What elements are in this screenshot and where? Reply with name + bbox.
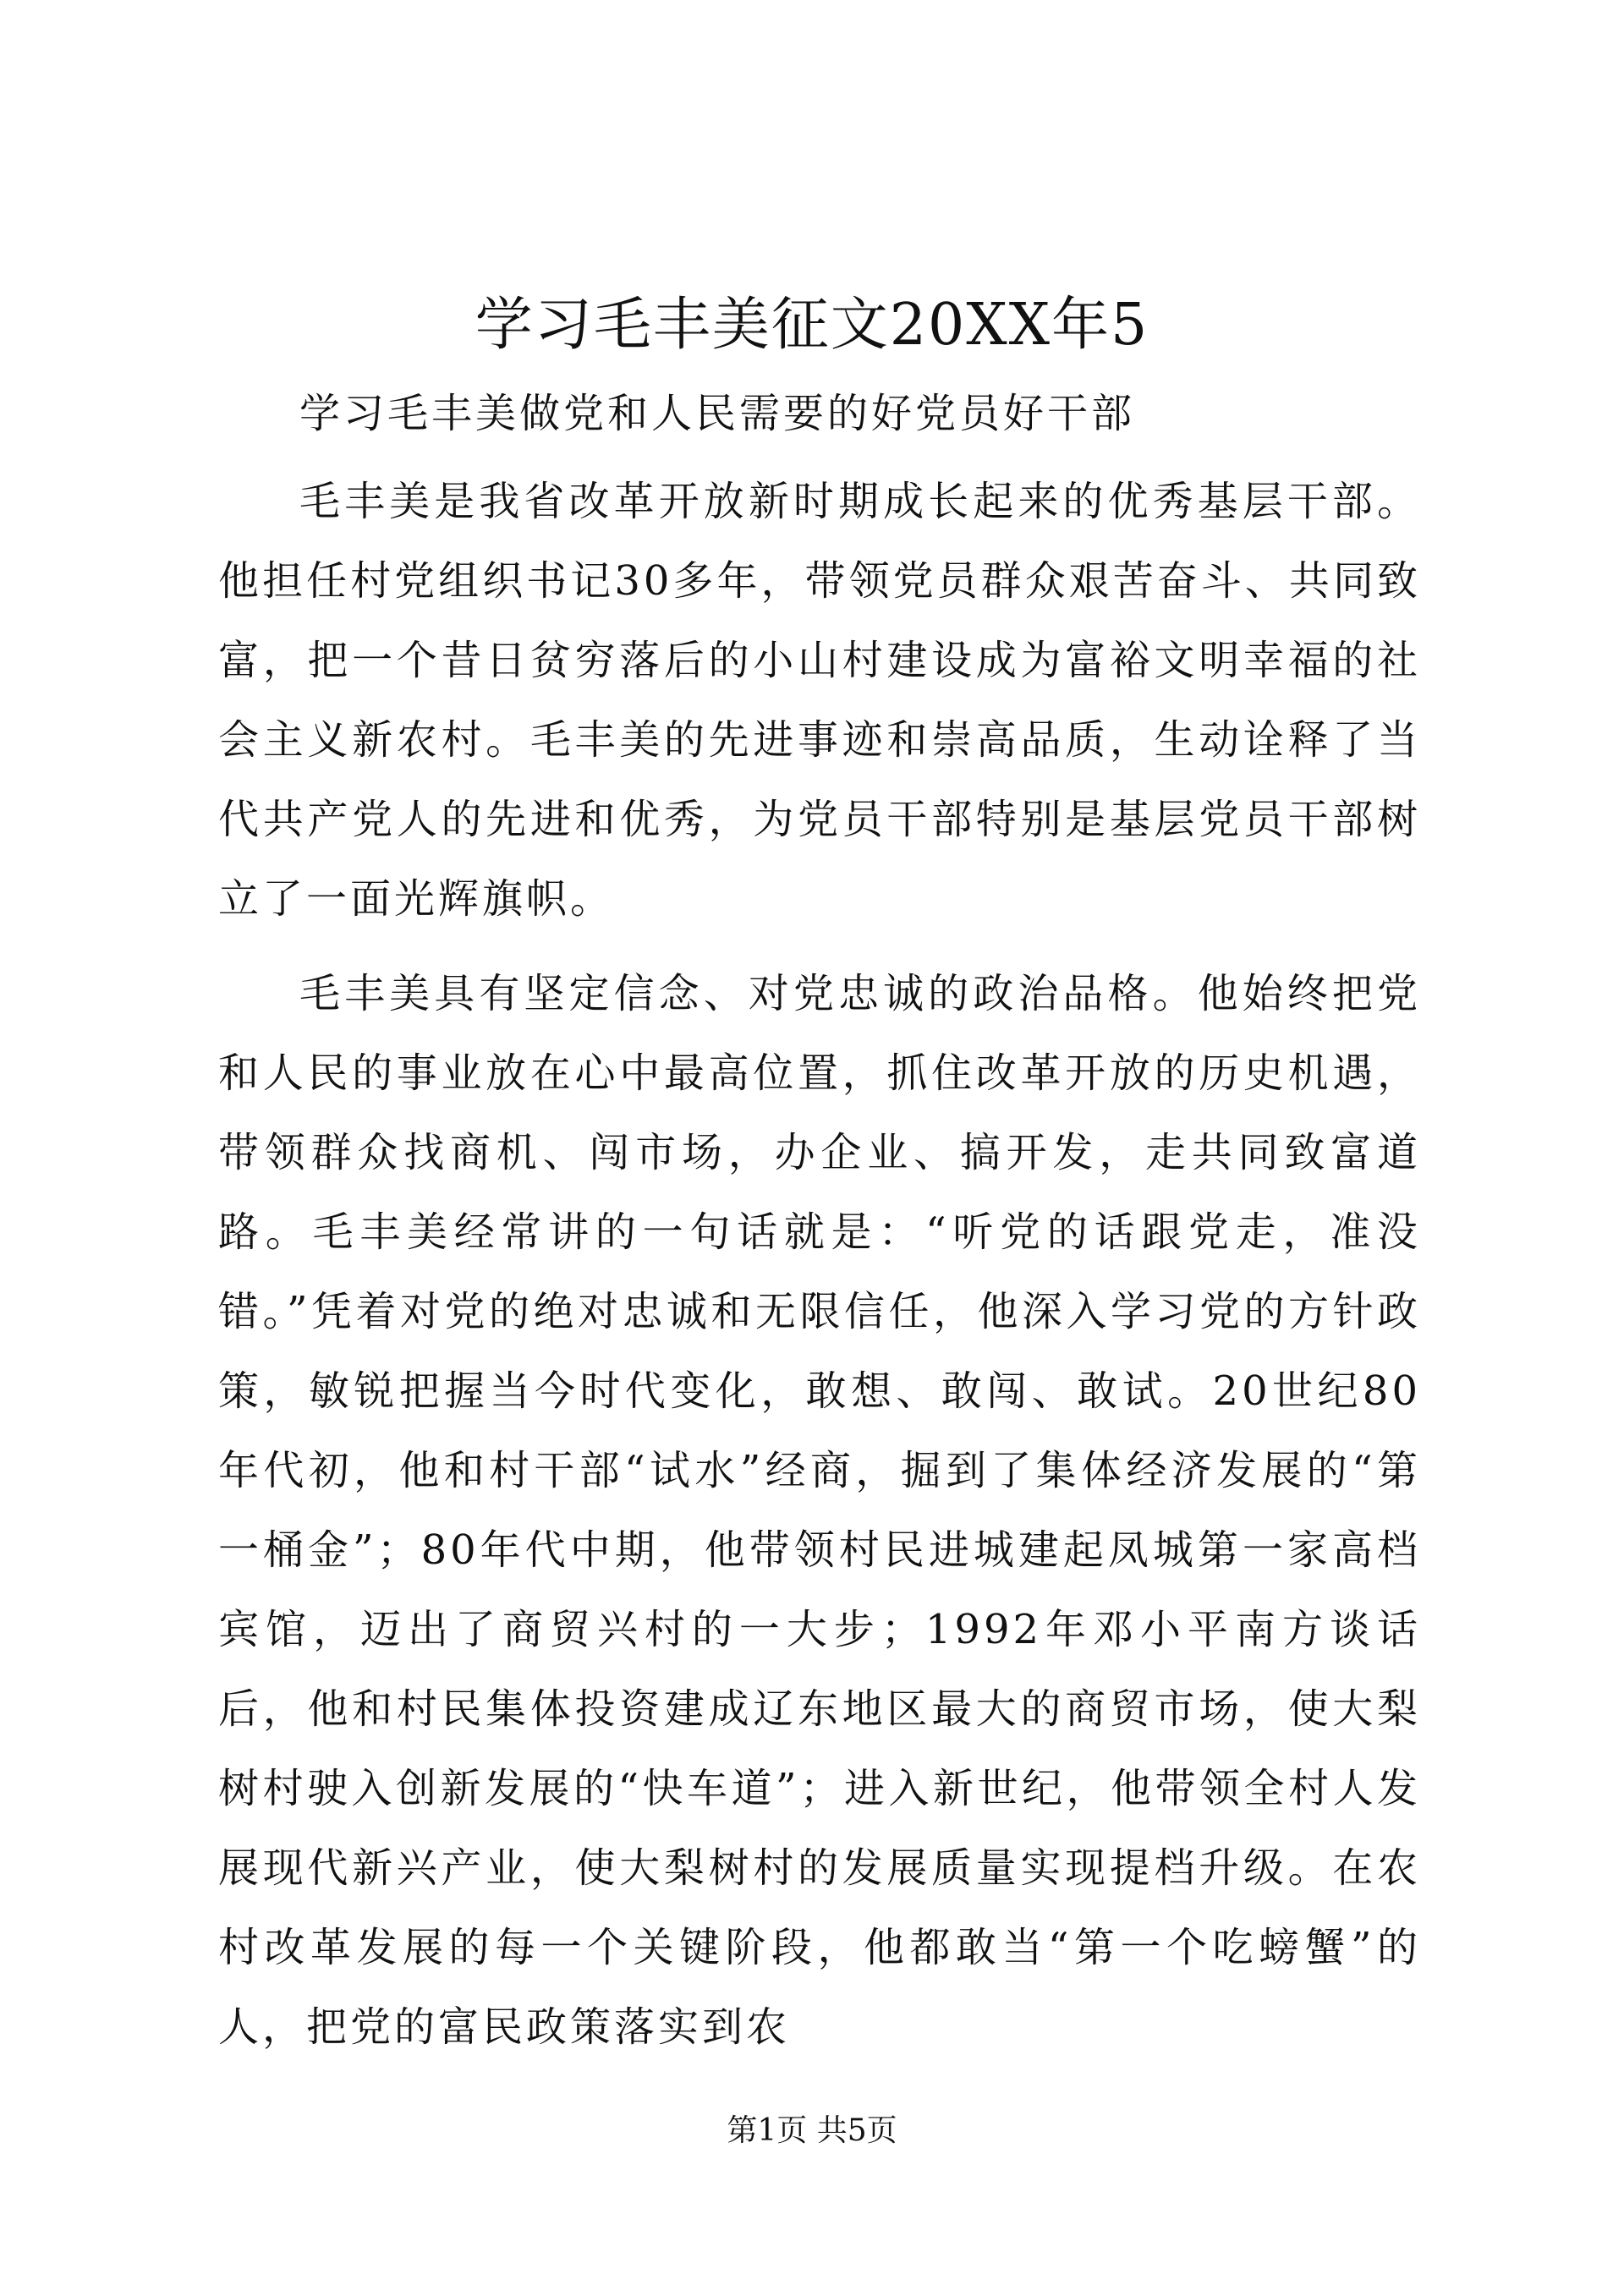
page-number-footer: 第1页 共5页	[727, 2113, 897, 2148]
subtitle-paragraph: 学习毛丰美做党和人民需要的好党员好干部	[299, 390, 1136, 437]
document-body	[218, 374, 1421, 2067]
body-paragraph: 毛丰美是我省改革开放新时期成长起来的优秀基层干部。他担任村党组织书记30多年，带领党员群众艰苦奋斗、共同致富，把一个昔日贫穷落后的小山村建设成为富裕文明幸福的社会主义新农村。毛丰美的先进事迹和崇高品质，生动诠释了当代共产党人的先进和优秀，为党员干部特别是基层党员干部树立了一面光辉旗帜。	[218, 478, 1421, 923]
document-title: 学习毛丰美征文20XX年5	[475, 292, 1149, 359]
body-paragraph: 毛丰美具有坚定信念、对党忠诚的政治品格。他始终把党和人民的事业放在心中最高位置，抓住改革开放的历史机遇，带领群众找商机、闯市场，办企业、搞开发，走共同致富道路。毛丰美经常讲的一句话就是：“听党的话跟党走，准没错。”凭着对党的绝对忠诚和无限信任，他深入学习党的方针政策，敏锐把握当今时代变化，敢想、敢闯、敢试。20世纪80年代初，他和村干部“试水”经商，掘到了集体经济发展的“第一桶金”；80年代中期，他带领村民进城建起凤城第一家高档宾馆，迈出了商贸兴村的一大步；1992年邓小平南方谈话后，他和村民集体投资建成辽东地区最大的商贸市场，使大梨树村驶入创新发展的“快车道”；进入新世纪，他带领全村人发展现代新兴产业，使大梨树村的发展质量实现提档升级。在农村改革发展的每一个关键阶段，他都敢当“第一个吃螃蟹”的人，把党的富民政策落实到农	[218, 970, 1421, 2051]
